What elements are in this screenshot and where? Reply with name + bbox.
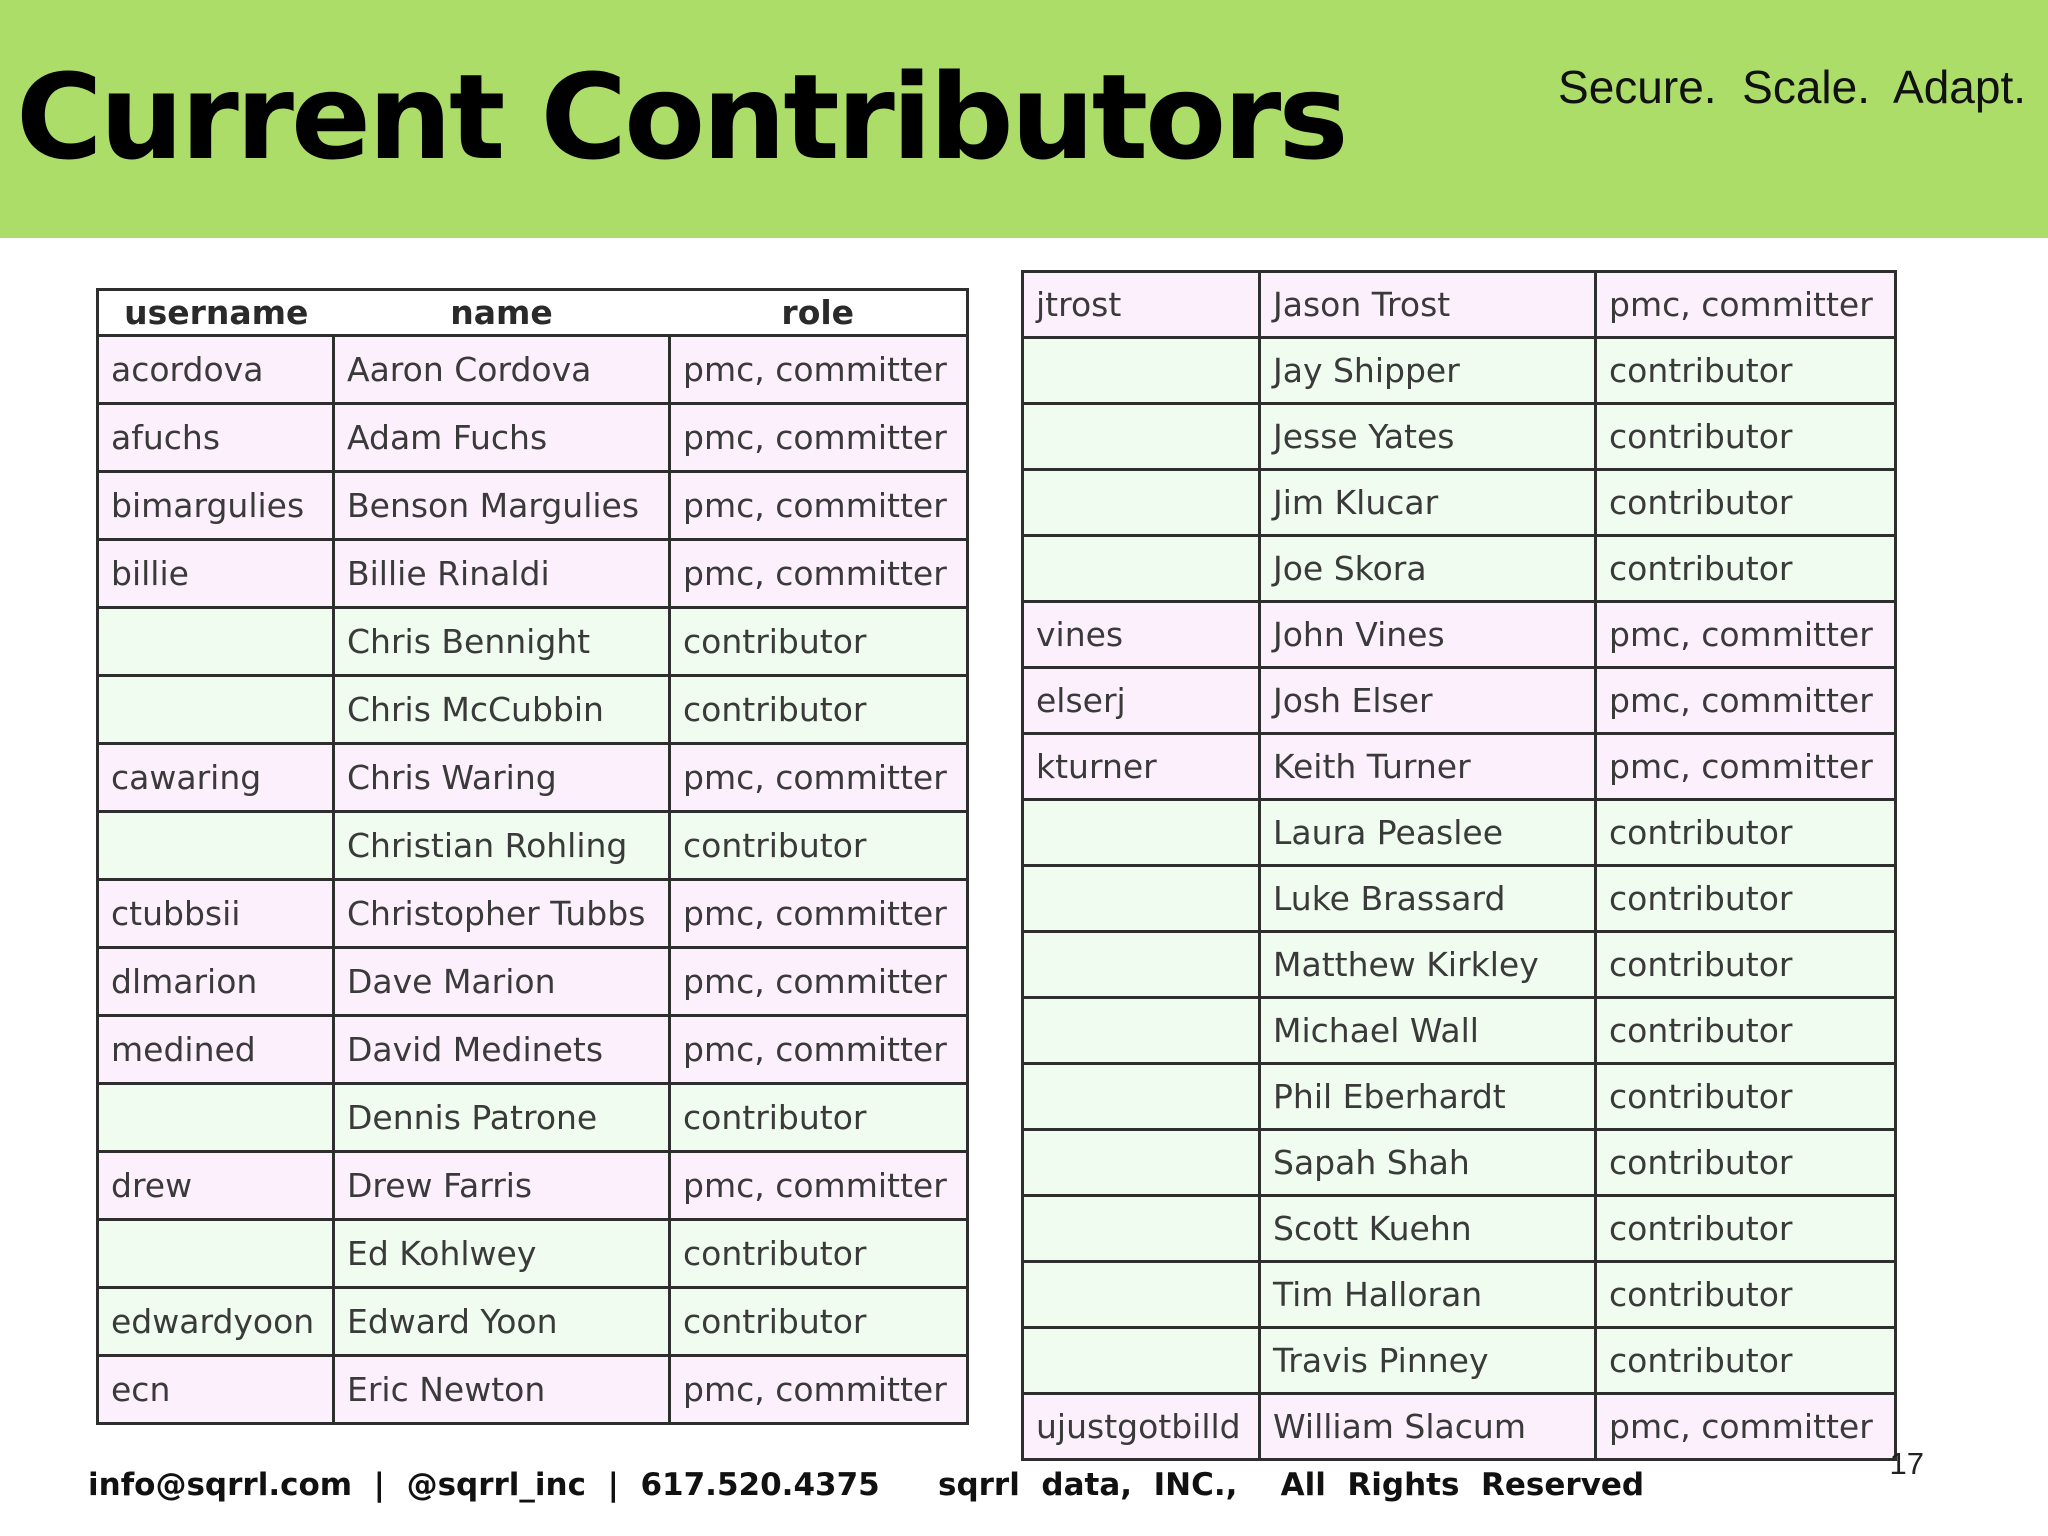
cell-name: Michael Wall — [1260, 998, 1596, 1064]
cell-name: Adam Fuchs — [334, 404, 670, 472]
cell-name: Travis Pinney — [1260, 1328, 1596, 1394]
cell-name: Ed Kohlwey — [334, 1220, 670, 1288]
cell-role: pmc, committer — [1596, 668, 1896, 734]
cell-username: jtrost — [1023, 272, 1260, 338]
cell-name: Sapah Shah — [1260, 1130, 1596, 1196]
table-header-row — [98, 290, 968, 336]
cell-role: contributor — [1596, 998, 1896, 1064]
cell-role: pmc, committer — [670, 472, 968, 540]
table-row — [1023, 998, 1896, 1064]
cell-username: ujustgotbilld — [1023, 1394, 1260, 1460]
cell-role: contributor — [1596, 470, 1896, 536]
cell-name: Drew Farris — [334, 1152, 670, 1220]
table-row — [1023, 602, 1896, 668]
cell-name: Joe Skora — [1260, 536, 1596, 602]
table-row — [98, 1356, 968, 1424]
cell-username — [1023, 404, 1260, 470]
table-row — [1023, 1130, 1896, 1196]
cell-username: drew — [98, 1152, 334, 1220]
table-row — [1023, 470, 1896, 536]
cell-role: contributor — [1596, 338, 1896, 404]
cell-username — [98, 608, 334, 676]
column-header-name: name — [334, 290, 670, 336]
cell-name: Tim Halloran — [1260, 1262, 1596, 1328]
cell-role: pmc, committer — [670, 880, 968, 948]
cell-role: pmc, committer — [1596, 272, 1896, 338]
cell-username — [98, 676, 334, 744]
cell-name: William Slacum — [1260, 1394, 1596, 1460]
cell-role: contributor — [1596, 1328, 1896, 1394]
contributors-table-right — [1021, 270, 1897, 1461]
table-row — [98, 812, 968, 880]
table-row — [98, 744, 968, 812]
cell-username — [1023, 998, 1260, 1064]
cell-name: Matthew Kirkley — [1260, 932, 1596, 998]
cell-username — [1023, 1262, 1260, 1328]
cell-role: pmc, committer — [670, 404, 968, 472]
cell-username — [1023, 866, 1260, 932]
cell-username — [1023, 1196, 1260, 1262]
cell-name: Edward Yoon — [334, 1288, 670, 1356]
page-number: 17 — [1889, 1446, 1924, 1481]
table-row — [1023, 800, 1896, 866]
table-row — [1023, 536, 1896, 602]
cell-name: Luke Brassard — [1260, 866, 1596, 932]
cell-username — [98, 812, 334, 880]
cell-role: contributor — [1596, 800, 1896, 866]
cell-name: Chris Bennight — [334, 608, 670, 676]
cell-name: Billie Rinaldi — [334, 540, 670, 608]
cell-name: Phil Eberhardt — [1260, 1064, 1596, 1130]
cell-role: contributor — [1596, 1196, 1896, 1262]
cell-username: afuchs — [98, 404, 334, 472]
cell-role: pmc, committer — [670, 744, 968, 812]
cell-role: pmc, committer — [670, 336, 968, 404]
cell-name: Scott Kuehn — [1260, 1196, 1596, 1262]
table-row — [98, 336, 968, 404]
cell-name: Benson Margulies — [334, 472, 670, 540]
cell-role: contributor — [670, 676, 968, 744]
table-row — [1023, 1196, 1896, 1262]
table-row — [98, 948, 968, 1016]
cell-role: pmc, committer — [1596, 602, 1896, 668]
table-row — [98, 1152, 968, 1220]
cell-name: John Vines — [1260, 602, 1596, 668]
column-header-username: username — [98, 290, 334, 336]
cell-username — [98, 1084, 334, 1152]
table-row — [1023, 1262, 1896, 1328]
table-row — [98, 880, 968, 948]
cell-role: pmc, committer — [670, 540, 968, 608]
cell-role: pmc, committer — [670, 948, 968, 1016]
table-row — [98, 608, 968, 676]
cell-username: ctubbsii — [98, 880, 334, 948]
table-row — [1023, 272, 1896, 338]
table-row — [1023, 404, 1896, 470]
table-row — [1023, 734, 1896, 800]
footer-contact: info@sqrrl.com | @sqrrl_inc | 617.520.4375 — [88, 1467, 880, 1503]
cell-username: billie — [98, 540, 334, 608]
table-row — [1023, 1394, 1896, 1460]
cell-username — [1023, 1064, 1260, 1130]
cell-role: contributor — [1596, 932, 1896, 998]
cell-role: pmc, committer — [1596, 734, 1896, 800]
cell-name: Aaron Cordova — [334, 336, 670, 404]
table-row — [98, 1084, 968, 1152]
cell-username: edwardyoon — [98, 1288, 334, 1356]
cell-username — [1023, 338, 1260, 404]
cell-username: ecn — [98, 1356, 334, 1424]
cell-name: Dennis Patrone — [334, 1084, 670, 1152]
cell-role: contributor — [670, 1084, 968, 1152]
cell-name: Jason Trost — [1260, 272, 1596, 338]
cell-role: contributor — [1596, 404, 1896, 470]
table-row — [1023, 932, 1896, 998]
cell-role: contributor — [670, 608, 968, 676]
cell-role: contributor — [670, 812, 968, 880]
cell-role: contributor — [670, 1220, 968, 1288]
cell-username — [1023, 470, 1260, 536]
cell-name: Eric Newton — [334, 1356, 670, 1424]
cell-username — [1023, 536, 1260, 602]
cell-name: Josh Elser — [1260, 668, 1596, 734]
cell-username: vines — [1023, 602, 1260, 668]
cell-username: elserj — [1023, 668, 1260, 734]
table-row — [1023, 338, 1896, 404]
cell-username: medined — [98, 1016, 334, 1084]
cell-name: Keith Turner — [1260, 734, 1596, 800]
table-row — [1023, 668, 1896, 734]
cell-role: contributor — [1596, 536, 1896, 602]
cell-name: Chris McCubbin — [334, 676, 670, 744]
cell-role: pmc, committer — [670, 1356, 968, 1424]
slide-title: Current Contributors — [16, 48, 1346, 186]
cell-name: David Medinets — [334, 1016, 670, 1084]
cell-name: Jay Shipper — [1260, 338, 1596, 404]
footer-rights: sqrrl data, INC., All Rights Reserved — [938, 1467, 1645, 1503]
cell-username: bimargulies — [98, 472, 334, 540]
tagline: Secure. Scale. Adapt. — [1558, 61, 2026, 113]
cell-role: contributor — [1596, 866, 1896, 932]
cell-role: pmc, committer — [670, 1016, 968, 1084]
cell-role: pmc, committer — [670, 1152, 968, 1220]
table-row — [1023, 1064, 1896, 1130]
cell-name: Christopher Tubbs — [334, 880, 670, 948]
cell-username — [1023, 932, 1260, 998]
table-row — [98, 540, 968, 608]
cell-username: cawaring — [98, 744, 334, 812]
table-row — [1023, 866, 1896, 932]
cell-name: Jesse Yates — [1260, 404, 1596, 470]
cell-username — [1023, 1328, 1260, 1394]
cell-name: Dave Marion — [334, 948, 670, 1016]
table-row — [98, 1288, 968, 1356]
cell-username — [1023, 800, 1260, 866]
table-row — [98, 1220, 968, 1288]
cell-name: Chris Waring — [334, 744, 670, 812]
cell-name: Christian Rohling — [334, 812, 670, 880]
cell-username: dlmarion — [98, 948, 334, 1016]
table-row — [98, 1016, 968, 1084]
cell-username: kturner — [1023, 734, 1260, 800]
cell-username — [98, 1220, 334, 1288]
table-row — [98, 404, 968, 472]
table-row — [98, 472, 968, 540]
table-row — [98, 676, 968, 744]
cell-role: contributor — [1596, 1064, 1896, 1130]
contributors-table-left — [96, 288, 969, 1425]
column-header-role: role — [670, 290, 968, 336]
cell-username: acordova — [98, 336, 334, 404]
cell-role: contributor — [670, 1288, 968, 1356]
cell-name: Laura Peaslee — [1260, 800, 1596, 866]
table-row — [1023, 1328, 1896, 1394]
cell-role: contributor — [1596, 1130, 1896, 1196]
cell-role: pmc, committer — [1596, 1394, 1896, 1460]
cell-role: contributor — [1596, 1262, 1896, 1328]
cell-username — [1023, 1130, 1260, 1196]
cell-name: Jim Klucar — [1260, 470, 1596, 536]
